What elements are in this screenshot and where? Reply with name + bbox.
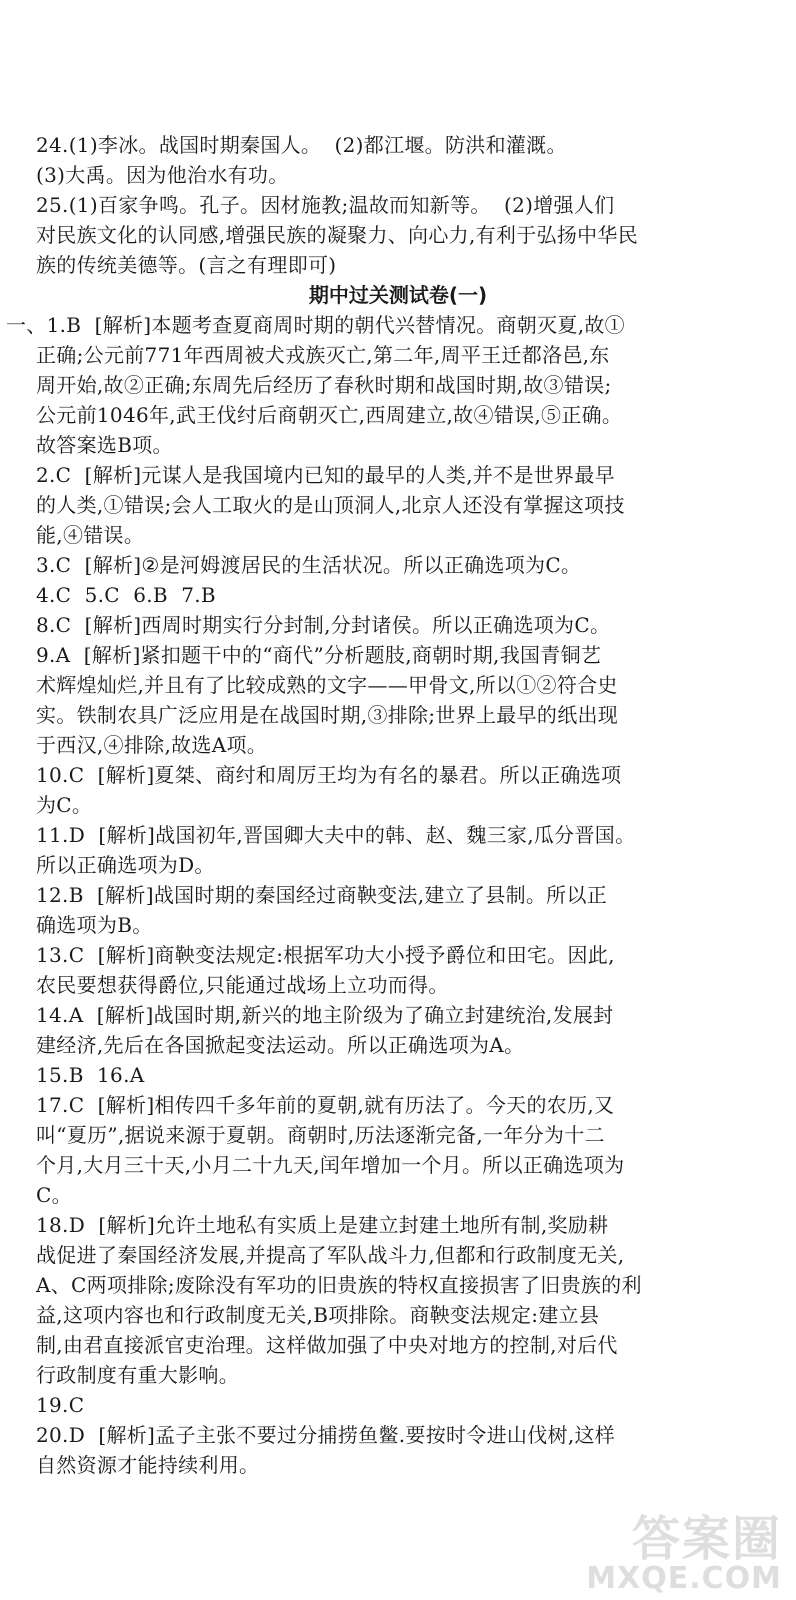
answer-line: 正确;公元前771年西周被犬戎族灭亡,第二年,周平王迁都洛邑,东 — [36, 343, 610, 367]
answer-line: 故答案选B项。 — [36, 433, 173, 457]
answer-line: 17.C [解析]相传四千多年前的夏朝,就有历法了。今天的农历,又 — [36, 1093, 615, 1117]
answer-line: 14.A [解析]战国时期,新兴的地主阶级为了确立封建统治,发展封 — [36, 1003, 614, 1027]
answer-line: A、C两项排除;废除没有军功的旧贵族的特权直接损害了旧贵族的利 — [36, 1273, 642, 1297]
watermark-cn-text: 答案圈 — [631, 1511, 782, 1567]
answer-line: 所以正确选项为D。 — [36, 853, 215, 877]
answer-line: 19.C — [36, 1393, 85, 1417]
answer-line: 制,由君直接派官吏治理。这样做加强了中央对地方的控制,对后代 — [36, 1333, 618, 1357]
answer-line: C。 — [36, 1183, 72, 1207]
answer-line: 15.B 16.A — [36, 1063, 145, 1087]
answer-line: 益,这项内容也和行政制度无关,B项排除。商鞅变法规定:建立县 — [36, 1303, 600, 1327]
answer-line: 于西汉,④排除,故选A项。 — [36, 733, 268, 757]
answer-line: 确选项为B。 — [36, 913, 153, 937]
answer-line: 为C。 — [36, 793, 93, 817]
answer-line: 10.C [解析]夏桀、商纣和周厉王均为有名的暴君。所以正确选项 — [36, 763, 622, 787]
answer-line: 自然资源才能持续利用。 — [36, 1453, 260, 1477]
answer-line: 11.D [解析]战国初年,晋国卿大夫中的韩、赵、魏三家,瓜分晋国。 — [36, 823, 636, 847]
answer-line: 实。铁制农具广泛应用是在战国时期,③排除;世界上最早的纸出现 — [36, 703, 619, 727]
watermark-logo — [586, 1500, 790, 1596]
answer-line: 战促进了秦国经济发展,并提高了军队战斗力,但都和行政制度无关, — [36, 1243, 625, 1267]
answer-line: 能,④错误。 — [36, 523, 145, 547]
answer-line: 25.(1)百家争鸣。孔子。因材施教;温故而知新等。 (2)增强人们 — [36, 193, 615, 217]
answer-line: 3.C [解析]②是河姆渡居民的生活状况。所以正确选项为C。 — [36, 553, 582, 577]
answer-line: 24.(1)李冰。战国时期秦国人。 (2)都江堰。防洪和灌溉。 — [36, 133, 567, 157]
answer-line: 一、1.B [解析]本题考查夏商周时期的朝代兴替情况。商朝灭夏,故① — [6, 313, 625, 337]
answer-line: 族的传统美德等。(言之有理即可) — [36, 253, 337, 277]
watermark-en-text: MXQE.COM — [586, 1561, 782, 1596]
answer-line: 术辉煌灿烂,并且有了比较成熟的文字——甲骨文,所以①②符合史 — [36, 673, 618, 697]
answer-line: 行政制度有重大影响。 — [36, 1363, 239, 1387]
answer-line: 9.A [解析]紧扣题干中的“商代”分析题肢,商朝时期,我国青铜艺 — [36, 643, 602, 667]
answer-line: 8.C [解析]西周时期实行分封制,分封诸侯。所以正确选项为C。 — [36, 613, 611, 637]
answer-line: 农民要想获得爵位,只能通过战场上立功而得。 — [36, 973, 449, 997]
answer-line: 个月,大月三十天,小月二十九天,闰年增加一个月。所以正确选项为 — [36, 1153, 625, 1177]
answer-line: 13.C [解析]商鞅变法规定:根据军功大小授予爵位和田宅。因此, — [36, 943, 615, 967]
answer-line: 周开始,故②正确;东周先后经历了春秋时期和战国时期,故③错误; — [36, 373, 612, 397]
answer-line: 4.C 5.C 6.B 7.B — [36, 583, 216, 607]
answer-line: 公元前1046年,武王伐纣后商朝灭亡,西周建立,故④错误,⑤正确。 — [36, 403, 623, 427]
answer-line: 18.D [解析]允许土地私有实质上是建立封建土地所有制,奖励耕 — [36, 1213, 609, 1237]
answer-line: 叫“夏历”,据说来源于夏朝。商朝时,历法逐渐完备,一年分为十二 — [36, 1123, 605, 1147]
answer-line: 的人类,①错误;会人工取火的是山顶洞人,北京人还没有掌握这项技 — [36, 493, 625, 517]
answer-line: 建经济,先后在各国掀起变法运动。所以正确选项为A。 — [36, 1033, 525, 1057]
answer-line: 12.B [解析]战国时期的秦国经过商鞅变法,建立了县制。所以正 — [36, 883, 608, 907]
section-title: 期中过关测试卷(一) — [308, 283, 488, 307]
answer-line: 20.D [解析]孟子主张不要过分捕捞鱼鳖.要按时令进山伐树,这样 — [36, 1423, 616, 1447]
answer-line: 2.C [解析]元谋人是我国境内已知的最早的人类,并不是世界最早 — [36, 463, 615, 487]
answer-line: (3)大禹。因为他治水有功。 — [36, 163, 289, 187]
answer-line: 对民族文化的认同感,增强民族的凝聚力、向心力,有利于弘扬中华民 — [36, 223, 639, 247]
